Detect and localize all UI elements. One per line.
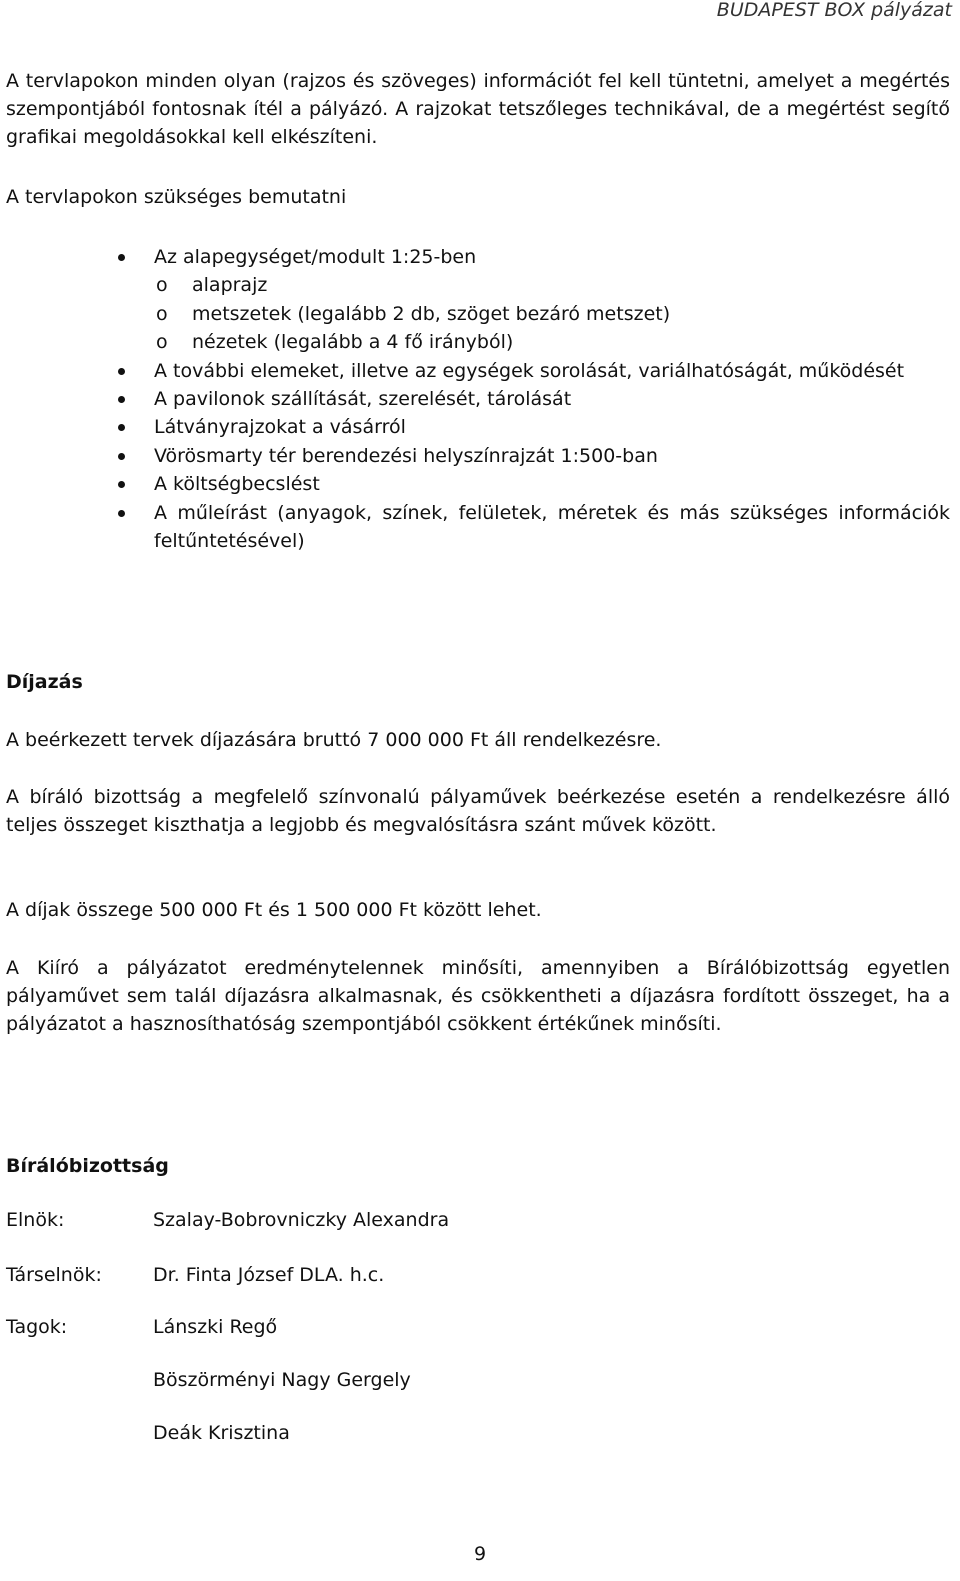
requirements-list bbox=[118, 243, 950, 555]
bullet-icon bbox=[118, 510, 125, 517]
member-name: Lánszki Regő bbox=[153, 1316, 278, 1338]
list-item bbox=[118, 243, 950, 357]
sub-list bbox=[118, 271, 950, 356]
requirements-lead: A tervlapokon szükséges bemutatni bbox=[6, 186, 347, 208]
list-item-text: Látványrajzokat a vásárról bbox=[154, 416, 406, 439]
prizes-heading: Díjazás bbox=[6, 671, 83, 693]
circle-bullet-icon: o bbox=[156, 331, 168, 354]
bullet-icon bbox=[118, 481, 125, 488]
circle-bullet-icon: o bbox=[156, 302, 168, 325]
bullet-icon bbox=[118, 254, 125, 261]
list-item bbox=[118, 413, 950, 441]
prizes-paragraph-1: A beérkezett tervek díjazására bruttó 7 000 000 Ft áll rendelkezésre. bbox=[6, 729, 662, 751]
sub-list-item bbox=[118, 271, 950, 299]
chair-label: Elnök: bbox=[6, 1209, 65, 1231]
sub-list-item-text: nézetek (legalább a 4 fő irányból) bbox=[192, 331, 514, 354]
sub-list-item-text: alaprajz bbox=[192, 274, 268, 297]
list-item-text: A költségbecslést bbox=[154, 473, 320, 496]
jury-heading: Bírálóbizottság bbox=[6, 1155, 169, 1177]
cochair-name: Dr. Finta József DLA. h.c. bbox=[153, 1264, 385, 1286]
member-name: Böszörményi Nagy Gergely bbox=[153, 1369, 411, 1391]
members-label: Tagok: bbox=[6, 1316, 68, 1338]
sub-list-item bbox=[118, 300, 950, 328]
list-item-text: Vörösmarty tér berendezési helyszínrajzát 1:500-ban bbox=[154, 444, 658, 467]
bullet-icon bbox=[118, 424, 125, 431]
member-name: Deák Krisztina bbox=[153, 1422, 290, 1444]
bullet-icon bbox=[118, 368, 125, 375]
intro-paragraph: A tervlapokon minden olyan (rajzos és szöveges) információt fel kell tüntetni, amelyet a megértés szempontjából fontosnak ítél a pályázó. A rajzokat tetszőleges technikával, de a megértést segítő grafikai megoldásokkal kell elkészíteni. bbox=[6, 70, 950, 148]
circle-bullet-icon: o bbox=[156, 274, 168, 297]
list-item bbox=[118, 442, 950, 470]
bullet-icon bbox=[118, 453, 125, 460]
sub-list-item-text: metszetek (legalább 2 db, szöget bezáró metszet) bbox=[192, 302, 671, 325]
bullet-icon bbox=[118, 396, 125, 403]
list-item-text: A további elemeket, illetve az egységek sorolását, variálhatóságát, működését bbox=[154, 359, 905, 382]
document-header: BUDAPEST BOX pályázat bbox=[716, 0, 952, 21]
page-number: 9 bbox=[473, 1543, 487, 1565]
chair-name: Szalay-Bobrovniczky Alexandra bbox=[153, 1209, 450, 1231]
prizes-paragraph-3: A díjak összege 500 000 Ft és 1 500 000 Ft között lehet. bbox=[6, 899, 542, 921]
prizes-paragraph-2: A bíráló bizottság a megfelelő színvonalú pályaművek beérkezése esetén a rendelkezésre álló teljes összeget kiszthatja a legjobb és megvalósításra szánt művek között. bbox=[6, 786, 950, 836]
list-item bbox=[118, 499, 950, 556]
prizes-paragraph-4: A Kiíró a pályázatot eredménytelennek minősíti, amennyiben a Bírálóbizottság egyetlen pályaművet sem talál díjazásra alkalmasnak, és csökkentheti a díjazásra fordított összeget, ha a pályázatot a hasznosíthatóság szempontjából csökkent értékűnek minősíti. bbox=[6, 957, 950, 1035]
list-item bbox=[118, 470, 950, 498]
sub-list-item bbox=[118, 328, 950, 356]
list-item-text: Az alapegységet/modult 1:25-ben bbox=[154, 246, 477, 268]
list-item bbox=[118, 385, 950, 413]
list-item-text: A pavilonok szállítását, szerelését, tárolását bbox=[154, 388, 572, 411]
list-item-text: A műleírást (anyagok, színek, felületek, méretek és más szükséges információk feltűntetésével) bbox=[154, 501, 950, 553]
list-item bbox=[118, 357, 950, 385]
cochair-label: Társelnök: bbox=[6, 1264, 102, 1286]
